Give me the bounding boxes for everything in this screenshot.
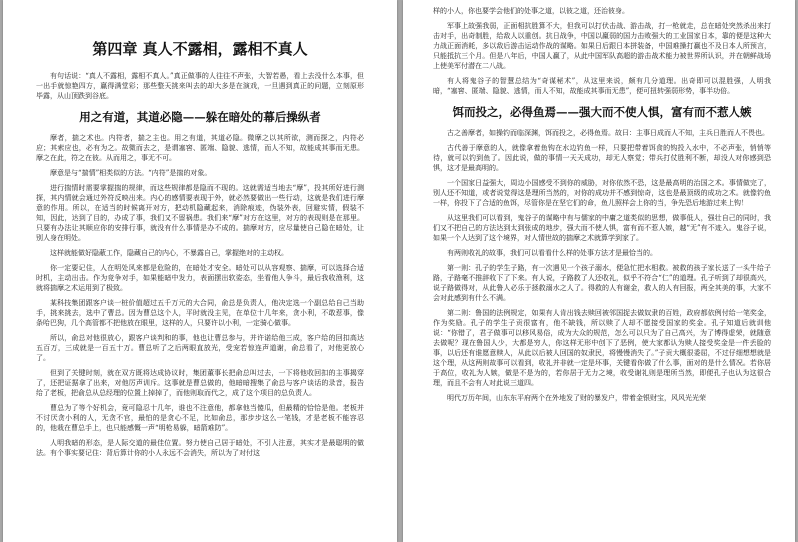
section-title-2: 饵而投之，必得鱼焉——强大而不使人惧，富有而不惹人嫉: [452, 105, 752, 119]
paragraph: 但到了关键时刻，就在双方既将达成协议时，集团董事长把俞总叫过去，一下将他收回扣的主事揭穿了，还把证据拿了出来，对他厉声训斥。这事就是曹总做的，他暗暗搜集了俞总与客户谈话的录音，报告给了老板，把俞总从总经理的位置上掉掉了，而他则取而代之，成了这个项目的总负责人。: [36, 369, 364, 397]
paragraph: 某科技集团跟客户谈一桩价值超过五千万元的大合同，俞总是负责人，他决定选一个副总给自己当助手，挑来挑去，选中了曹总。因为曹总这个人，平时就没主见，在单位十几年来，贪小利，不敢惹事，像条哈巴狗，几个高管都不把他放在眼里，这样的人，只要许以小利，一定骑心做事。: [36, 299, 364, 327]
paragraph: 第一则：孔子的学生子路，有一次遇见一个孩子溺水，便急忙把水相救。被救的孩子家长送了一头牛给子路，子路毫不推辞收下了下来。有人说，子路救了人还收礼，似乎不符合“仁”的道理。孔子听到了却很高兴，说子路做得对，从此鲁人必乐于拯救溺水之人了。得救的人有谢金，救人的人有回报，两全其美的事，大家不会对此感到有什么不满。: [433, 264, 771, 302]
paragraph: 第二则：鲁国的法例规定，如果有人肯出钱去赎回被邻国捉去做奴隶的百姓，政府都依例付给一笔奖金，作为奖励。孔子的学生子贡很富有，他不缺钱，所以赎了人却不愿接受国家的奖金。孔子知道后就训他说：“你错了，君子做事可以移风易俗，成为大众的规范，怎么可以只为了自己高兴，为了博得虚荣，就随意去做呢？现在鲁国人少，大都是穷人，你这样无形中创下了恶例，使大家都认为赎人接受奖金是一件丢脸的事，以后还有谁愿意赎人，从此以后被人回国的奴隶民，将慢慢消失了。”子贡大概很委屈，不过仔细想想就是这个理，从这两则故事可以看到，收礼并非就一定是坏事，关键看你做了什么事，面对的是什么情况。若你居于高位，收礼为人嫉，做是不是为的，若你居于无力之境，收受谢礼则是理所当然，即便孔子也认为这很合理，而且不会有人对此说三道四。: [433, 309, 771, 387]
chapter-title: 第四章 真人不露相，露相不真人: [92, 40, 308, 58]
paragraph: 这样就能做好隐蔽工作，隐藏自己的内心，不暴露自己，掌握绝对的主动权。: [50, 249, 288, 257]
paragraph: 有两则收礼的故事，我们可以看看什么样的处事方法才是最恰当的。: [447, 249, 657, 257]
paragraph: 所以，俞总对他很放心，跟客户谈判和的事，他也让曹总参与，并许诺给他三成，客户给的回扣高达五百万，三成就是一百五十万。曹总听了之后两眼直放光，受宠若惊连声道谢，俞总看了，对他更放心了。: [36, 334, 364, 362]
paragraph: 从这里我们可以看到，鬼谷子的谋略中有与儒家的中庸之道类似的思想，做事低人，强壮自己的同时，我们又不把自己的方法达到太到张成的地步，强大而不使人惧，富有而不惹人嫉，越“无”有不迹入。鬼谷子说，如果一个人达到了这个境界，对人情世故的揣摩之术就算学到家了。: [433, 214, 771, 242]
paragraph: 你一定要记住，人在明处风来都是危险的，在暗处才安全。暗处可以从容观察、揣摩，可以选择合适时机，主动出击。作为竞争对手，如果能暗中发力，表面摆出软姿态，坐看他人争斗，最后我收渔利，这就将揣摩之术运用到了极致。: [36, 264, 364, 292]
paragraph: 明代万历年间，山东东平府两个在外地发了财的暴发户，带着金银财宝，风风光光荣: [447, 394, 706, 402]
paragraph: 古之善摩者，如操钓而临深渊，饵而投之，必得鱼焉。故曰：主事日成而人不知，主兵日胜而人不畏也。: [447, 129, 769, 137]
paragraph-continued: 样的小人，你也要学会他们的处事之道，以彼之道，还治彼身。: [433, 7, 629, 15]
paragraph: 人明我暗的形态，是人际交道的最佳位置。努力使自己居于暗处，不引人注意，其实才是最聪明的做法。有个事实要记住：背后算计你的小人永远不会消失，所以为了对付这: [36, 439, 364, 457]
paragraph: 进行揣情时需要掌握揣的规律，而这些规律都是隐而不现的。这就需适当地去“摩”，投其所好进行测探，其内情就会通过外符反映出来。内心的感情要表现于外，就必然要做出一些行动，这就是我们进行摩意的作用。所以，在适当的时候离开对方，把动机隐藏起来，消除痕迹，伪装外表，回避实情，假装不知，因此，达到了目的，办成了事，我们又不留祸患。我们来“摩”对方在这里，对方的表现则是在那里。只要有办法让其顺应你的安排行事，就没有什么事情是办不成的。揣摩对方，应尽量使自己隐在暗处，让别人身在明处。: [36, 184, 364, 242]
paragraph: 军事上故强我弱，正面相抗胜算不大，但我可以打伏击战、游击战，打一枪就走，总在暗处突然杀出来打击对手，出奇制胜，给敌人以重创。抗日战争，中国以羸弱的国力击败强大的工业国家日本，靠的便是这种大力战正面消耗，多以敌后游击运动作战的谋略。如果日后跟日本拼装备，中国难操打赢也不及日本人所预言，只能抵抗三个月。但是八年后，中国人赢了，从此中国军队高超的游击战术能力被世界所认识，并在朝鲜战场上使美军付潜在二八战。: [433, 22, 771, 70]
left-page: [3, 0, 397, 542]
paragraph: 曹总为了等个好机会，竟可隐忍十几年，谁也不注意他，都拿他当傻瓜，但最精的恰恰是他。老板并不讨厌贪小利的人，无贪不官，最怕的是贪心不足，比如俞总，那步步这么一笔钱，才是老板不能容忍的，他栽在曹总手上，也只能感慨一声“明枪易躲，暗箭难防”。: [36, 404, 364, 432]
section-title-1: 用之有道，其道必隐——躲在暗处的幕后操纵者: [79, 110, 321, 124]
paragraph: 古代善于摩意的人，就像拿着鱼钩在水边钓鱼一样，只要把带着饵食的钩投入水中，不必声张，悄悄等待，就可以钓到鱼了。因此说，做的事情一天天成功，却无人察觉；带兵打仗胜利不断，却没人对你感到恐惧，这才是最高明的。: [433, 144, 771, 172]
right-page: [403, 0, 795, 542]
chapter-intro: 有句话说：“真人不露相，露相不真人。”真正做事的人往往不声张，大智若愚，看上去没什么本事，但一出手就惊艳四方，赢得满堂彩；那些整天挑来叫去的却大多是在演戏，一旦遇到真正的问题，立刻原形毕露，从山顶跌到谷底。: [36, 72, 364, 100]
paragraph: 一个国家日益强大，周边小国感受不到你的威胁，对你依然不恐，这是最高明的治国之术。事情做完了，别人还不知道，或者说觉得这是理所当然的，对你的成功并不感到惊奇，这也是最顶级的成功之术。就像钓鱼一样，你投下了合适的鱼饵，尽管你是在坚它们的命，鱼儿照样会上你的当，争先恐后地游过来上钩！: [433, 179, 771, 207]
paragraph: 有人将鬼谷子的智慧总结为“奇谋秘术”，从这里来说，颇有几分道理。出奇即可以混胜强，人明我暗，“塞窖、匿端、隐貌、逃情，而人不知，故能成其事而无患”，便可扭转强弱形势，事半功倍。: [433, 77, 771, 95]
paragraph: 摩者，揣之术也。内符者，揣之主也。用之有道，其道必隐。微摩之以其所欲，测而探之，内符必应；其索应也，必有为之。故微而去之，是谓塞窖、匿端、隐貌、逃情，而人不知，故能成其事而无患。摩之在此，符之在彼。从而用之，事无不可。: [36, 134, 364, 162]
paragraph: 摩意是与“揣情”相类似的方法。“内符”是揣的对象。: [50, 169, 212, 177]
